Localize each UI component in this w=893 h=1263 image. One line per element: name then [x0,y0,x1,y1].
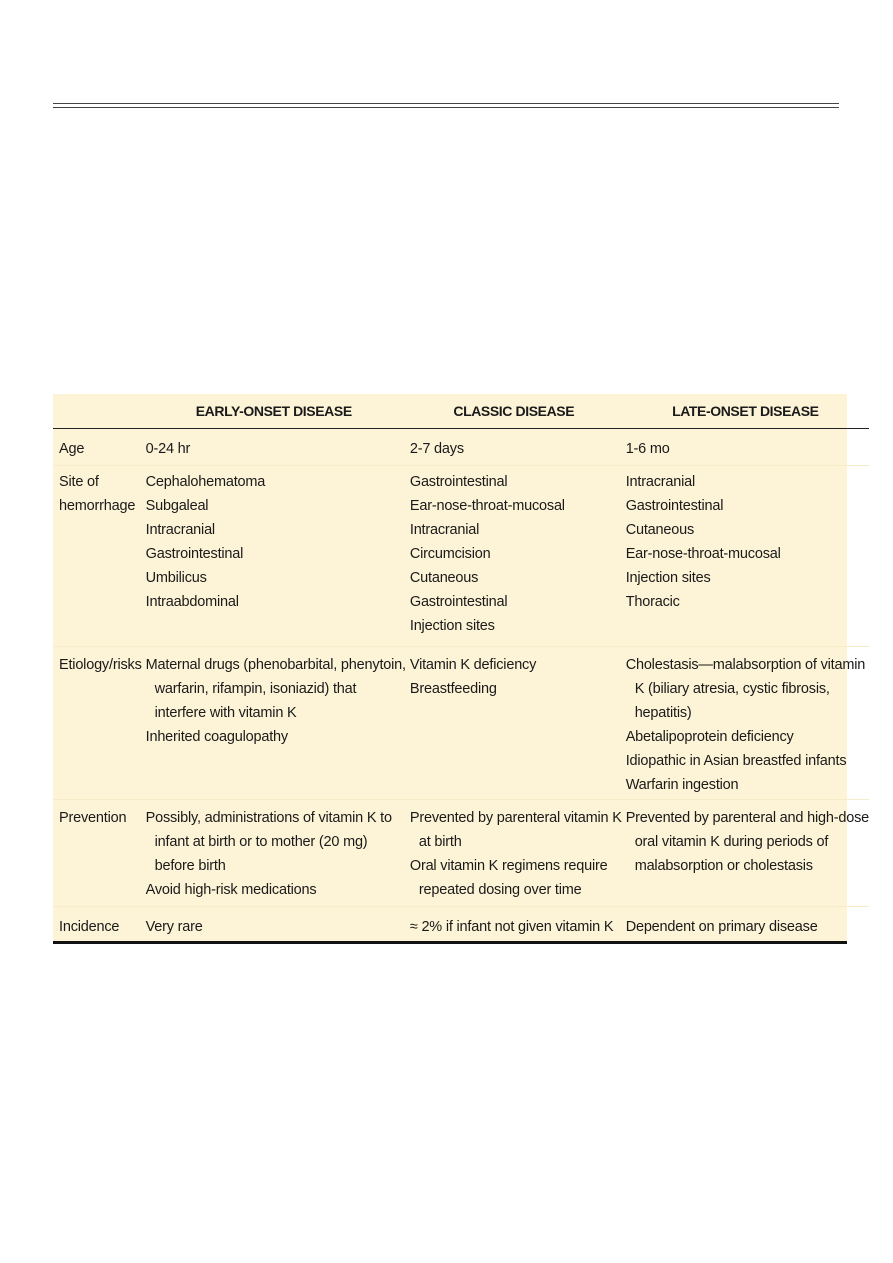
row-label: Site of hemorrhage [59,474,136,514]
cell-line: Intracranial [409,522,480,538]
table-row-site [53,466,869,647]
cell-line: Intraabdominal [145,594,239,610]
cell-line: at birth [418,834,462,850]
row-label: Prevention [59,810,127,826]
cell-line: infant at birth or to mother (20 mg) [154,834,368,850]
cell-classic [406,800,622,907]
comparison-table [53,394,869,941]
row-label: Age [59,441,85,457]
cell-classic [406,429,622,466]
cell-line: Inherited coagulopathy [145,729,288,745]
cell-line: warfarin, rifampin, isoniazid) that [154,681,357,697]
header-row [53,394,869,429]
cell-line: Idiopathic in Asian breastfed infants [625,753,847,769]
cell-early [142,647,406,800]
cell-line: K (biliary atresia, cystic fibrosis, [634,681,830,697]
cell-classic [406,466,622,647]
cell-line: Gastrointestinal [145,546,244,562]
cell-classic [406,907,622,941]
cell-line: 0-24 hr [145,441,191,457]
cell-line: Injection sites [409,618,495,634]
cell-late [622,907,869,941]
table-row-age [53,429,869,466]
cell-line: interfere with vitamin K [154,705,297,721]
cell-line: before birth [154,858,226,874]
table-row-etiology [53,647,869,800]
cell-line: Dependent on primary disease [625,919,818,935]
cell-early [142,907,406,941]
cell-line: Cutaneous [625,522,695,538]
cell-classic [406,647,622,800]
cell-early [142,800,406,907]
cell-line: Intracranial [145,522,215,538]
cell-line: repeated dosing over time [418,882,582,898]
header-early-onset: EARLY-ONSET DISEASE [142,394,406,429]
cell-line: Gastrointestinal [409,594,508,610]
table-row-prevention [53,800,869,907]
cell-line: Vitamin K deficiency [409,657,537,673]
cell-early [142,466,406,647]
cell-late [622,466,869,647]
cell-line: oral vitamin K during periods of [634,834,829,850]
cell-line: Injection sites [625,570,711,586]
cell-line: Intracranial [625,474,696,490]
cell-line: Oral vitamin K regimens require [409,858,608,874]
cell-line: hepatitis) [634,705,692,721]
header-blank [53,394,142,429]
cell-line: 2-7 days [409,441,464,457]
cell-line: malabsorption or cholestasis [634,858,813,874]
top-rule [53,103,839,108]
row-label: Incidence [59,919,120,935]
vitamin-k-deficiency-table [53,394,869,944]
cell-early [142,429,406,466]
cell-line: Prevented by parenteral vitamin K [409,810,622,826]
cell-line: Thoracic [625,594,680,610]
cell-line: Subgaleal [145,498,209,514]
cell-line: Cutaneous [409,570,479,586]
cell-line: Breastfeeding [409,681,497,697]
table-row-incidence [53,907,869,941]
cell-line: Possibly, administrations of vitamin K to [145,810,392,826]
cell-line: Ear-nose-throat-mucosal [625,546,781,562]
cell-line: Cephalohematoma [145,474,266,490]
cell-line: Avoid high-risk medications [145,882,317,898]
cell-line: 1-6 mo [625,441,670,457]
cell-line: ≈ 2% if infant not given vitamin K [409,919,614,935]
cell-line: Prevented by parenteral and high-dose [625,810,869,826]
cell-late [622,429,869,466]
cell-line: Warfarin ingestion [625,777,739,793]
cell-line: Gastrointestinal [625,498,724,514]
cell-late [622,800,869,907]
cell-late [622,647,869,800]
cell-line: Umbilicus [145,570,207,586]
cell-line: Gastrointestinal [409,474,508,490]
header-late-onset: LATE-ONSET DISEASE [622,394,869,429]
cell-line: Abetalipoprotein deficiency [625,729,794,745]
row-label: Etiology/risks [59,657,142,673]
header-classic: CLASSIC DISEASE [406,394,622,429]
cell-line: Ear-nose-throat-mucosal [409,498,565,514]
cell-line: Circumcision [409,546,491,562]
cell-line: Maternal drugs (phenobarbital, phenytoin, [145,657,406,673]
cell-line: Very rare [145,919,203,935]
cell-line: Cholestasis—malabsorption of vitamin [625,657,866,673]
